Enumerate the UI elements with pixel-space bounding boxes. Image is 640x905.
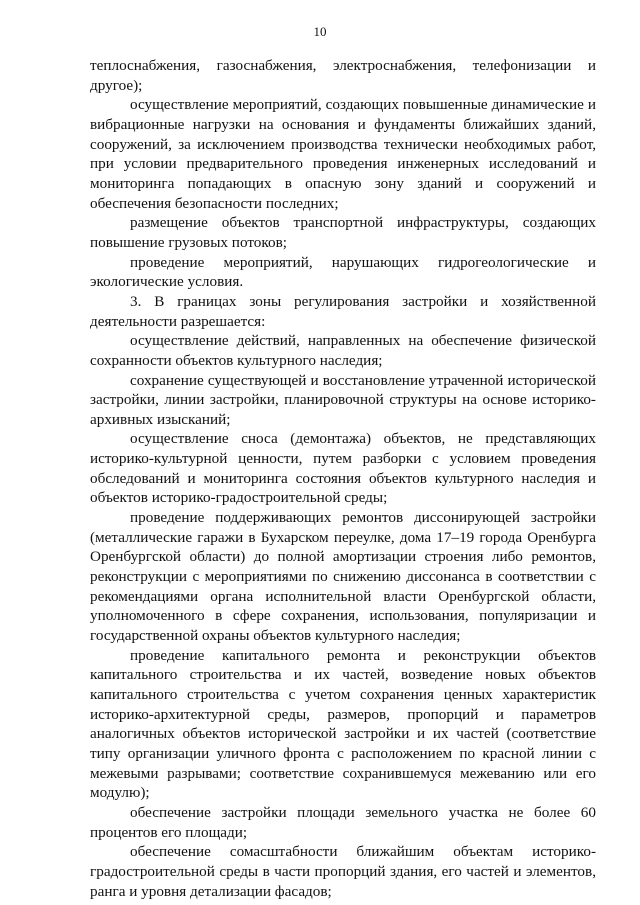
paragraph: обеспечение застройки площади земельного участка не более 60 процентов его площади;	[90, 803, 596, 841]
section-heading-paragraph: 3. В границах зоны регулирования застройки и хозяйственной деятельности разрешается:	[90, 292, 596, 330]
page-number: 10	[313, 24, 327, 39]
paragraph: осуществление мероприятий, создающих повышенные динамические и вибрационные нагрузки на основания и фундаменты ближайших зданий, сооружений, за исключением производства технически необходимых работ, при условии предварительного проведения инженерных исследований и мониторинга попадающих в опасную зону зданий и сооружений и обеспечения безопасности последних;	[90, 96, 596, 212]
paragraph: размещение объектов транспортной инфраструктуры, создающих повышение грузовых потоков;	[90, 214, 596, 251]
paragraph: осуществление сноса (демонтажа) объектов, не представляющих историко-культурной ценности, путем разборки с условием проведения обследований и мониторинга состояния объектов культурного наследия и объектов историко-градостроительной среды;	[90, 430, 596, 507]
paragraph: проведение поддерживающих ремонтов диссонирующей застройки (металлические гаражи в Бухарском переулке, дома 17–19 города Оренбурга Оренбургской области) до полной амортизации строения либо ремонтов, реконструкции с мероприятиями по снижению диссонанса в соответствии с рекомендациями органа исполнительной власти Оренбургской области, уполномоченного в сфере сохранения, использования, популяризации и государственной охраны объектов культурного наследия;	[90, 509, 596, 645]
paragraph: проведение мероприятий, нарушающих гидрогеологические и экологические условия.	[90, 253, 596, 291]
document-body	[90, 56, 596, 901]
paragraph: проведение капитального ремонта и реконструкции объектов капитального строительства и их частей, возведение новых объектов капитального строительства с учетом сохранения ценных характеристик историко-архитектурной среды, размеров, пропорций и параметров аналогичных объектов исторической застройки и их частей (соответствие типу организации уличного фронта с расположением по красной линии с межевыми разрывами; соответствие сохранившемуся межеванию или его модулю);	[90, 646, 596, 802]
paragraph: обеспечение сомасштабности ближайшим объектам историко-градостроительной среды в части пропорций здания, его частей и элементов, ранга и уровня детализации фасадов;	[90, 843, 596, 900]
paragraph: сохранение существующей и восстановление утраченной исторической застройки, линии застройки, планировочной структуры на основе историко-архивных изысканий;	[90, 371, 596, 428]
paragraph: осуществление действий, направленных на обеспечение физической сохранности объектов культурного наследия;	[90, 332, 596, 369]
paragraph: теплоснабжения, газоснабжения, электроснабжения, телефонизации и другое);	[90, 57, 596, 94]
